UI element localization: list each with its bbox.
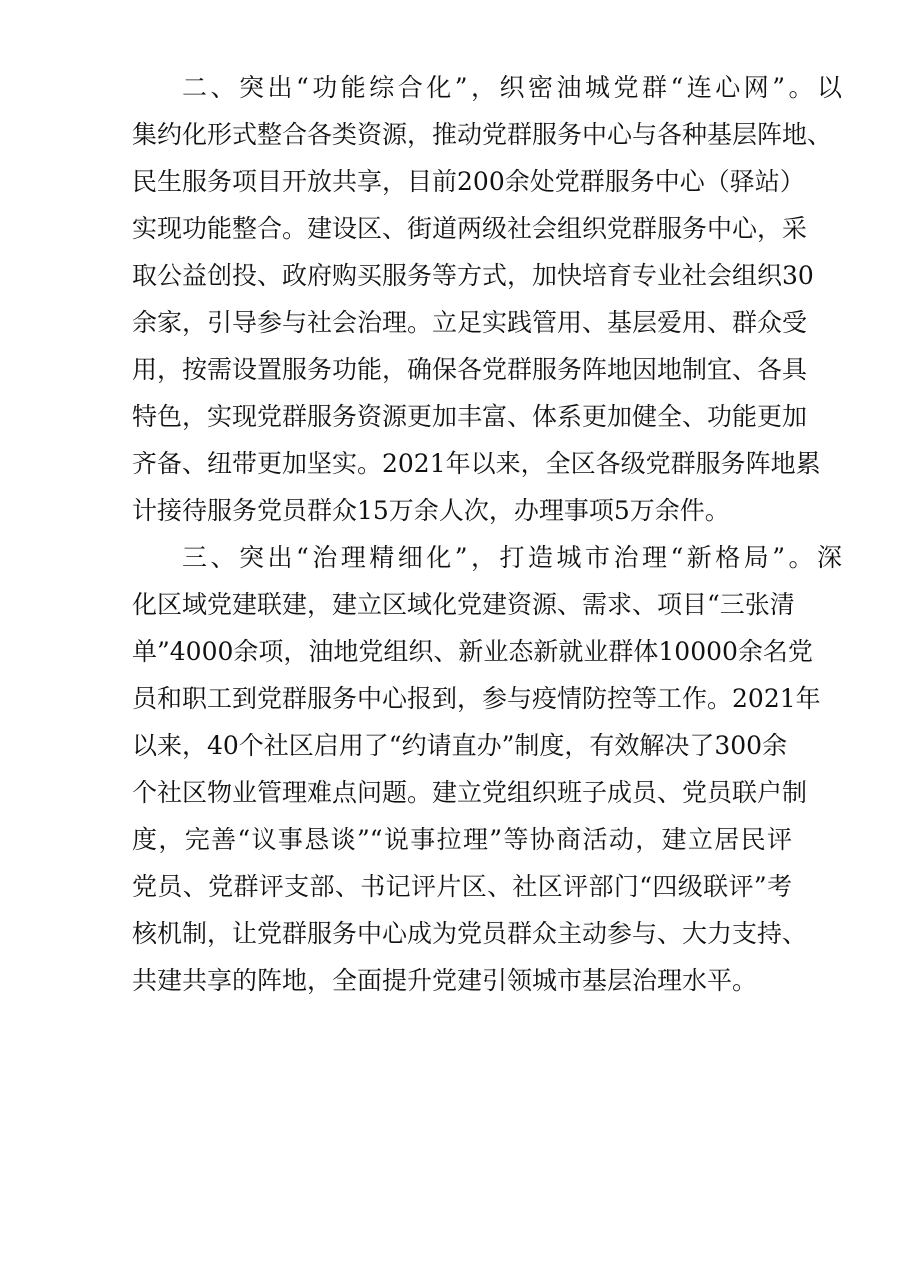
- section3-line-2: 化区域党建联建，建立区域化党建资源、需求、项目“三张清: [132, 590, 795, 619]
- section3-line-7: 度，完善“议事恳谈”“说事拉理”等协商活动，建立居民评: [132, 825, 792, 854]
- section3-line-8: 党员、党群评支部、书记评片区、社区评部门“四级联评”考: [132, 872, 792, 901]
- section2-line-5: 取公益创投、政府购买服务等方式，加快培育专业社会组织30: [132, 261, 814, 290]
- section3-line-6: 个社区物业管理难点问题。建立党组织班子成员、党员联户制: [132, 778, 808, 807]
- section2-line-7: 用，按需设置服务功能，确保各党群服务阵地因地制宜、各具: [132, 355, 808, 384]
- section3-line-4: 员和职工到党群服务中心报到，参与疫情防控等工作。2021年: [132, 684, 821, 713]
- section3-line-10: 共建共享的阵地，全面提升党建引领城市基层治理水平。: [132, 966, 758, 995]
- section2-line-3: 民生服务项目开放共享，目前200余处党群服务中心（驿站）: [132, 167, 805, 196]
- section3-line-5: 以来，40个社区启用了“约请直办”制度，有效解决了300余: [132, 731, 788, 760]
- section2-line-4: 实现功能整合。建设区、街道两级社会组织党群服务中心，采: [132, 214, 808, 243]
- section2-line-10: 计接待服务党员群众15万余人次，办理事项5万余件。: [132, 496, 730, 525]
- section2-line-6: 余家，引导参与社会治理。立足实践管用、基层爱用、群众受: [132, 308, 808, 337]
- section3-line-3: 单”4000余项，油地党组织、新业态新就业群体10000余名党: [132, 637, 813, 666]
- section2-line-8: 特色，实现党群服务资源更加丰富、体系更加健全、功能更加: [132, 402, 808, 431]
- section2-line-1: 二、突出“功能综合化”，织密油城党群“连心网”。以: [182, 73, 842, 102]
- section2-line-2: 集约化形式整合各类资源，推动党群服务中心与各种基层阵地、: [132, 120, 833, 149]
- section2-line-9: 齐备、纽带更加坚实。2021年以来，全区各级党群服务阵地累: [132, 449, 821, 478]
- section3-line-1: 三、突出“治理精细化”，打造城市治理“新格局”。深: [182, 543, 842, 572]
- section3-line-9: 核机制，让党群服务中心成为党员群众主动参与、大力支持、: [132, 919, 808, 948]
